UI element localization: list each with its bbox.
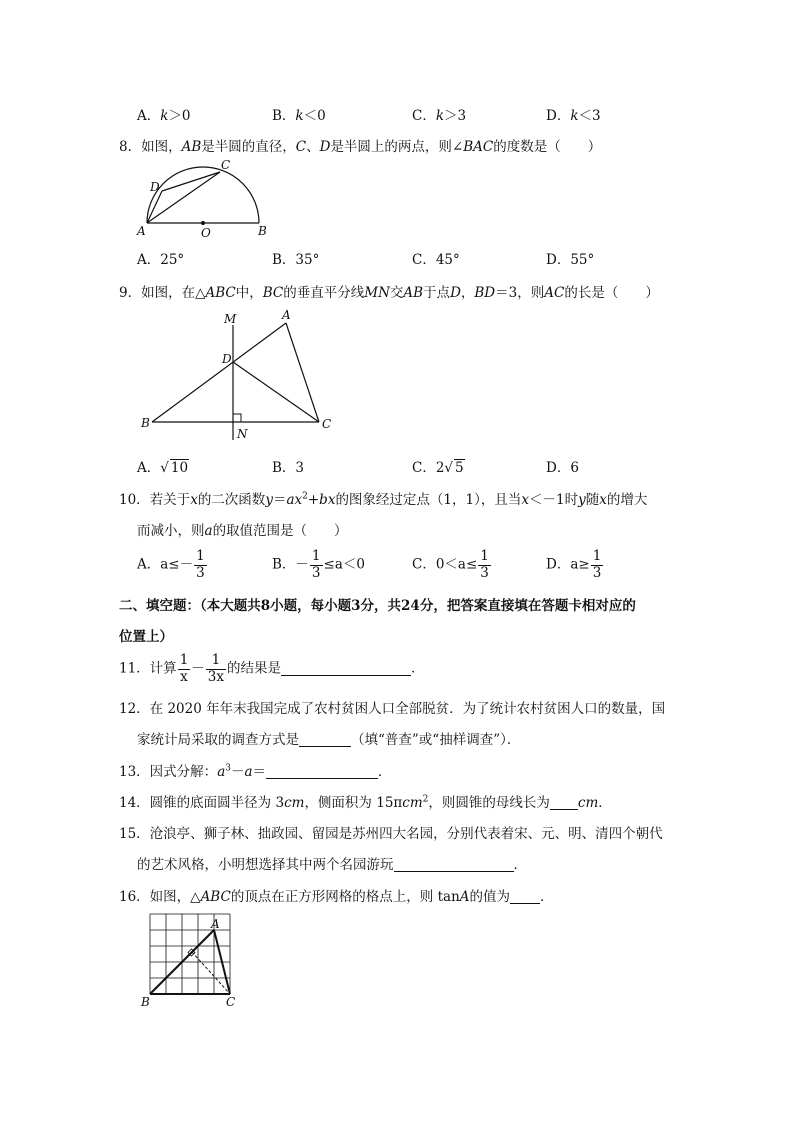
q9-label-c: C xyxy=(322,417,332,431)
q9-triangle-figure xyxy=(136,303,336,443)
q14-answer-blank[interactable] xyxy=(550,795,578,810)
q10-option-a: A．a≤－ $\frac{1}{3}$ xyxy=(137,548,205,581)
q9-label-d: D xyxy=(222,352,232,366)
q9-label-m: M xyxy=(224,312,237,326)
q15-stem-line1: 15．沧浪亭、狮子林、拙政园、留园是苏州四大名园，分别代表着宋、元、明、清四个朝代 xyxy=(119,826,663,842)
q16-grid-figure xyxy=(138,908,248,1010)
q11-answer-blank[interactable] xyxy=(281,661,411,676)
q8-semicircle-figure xyxy=(132,155,272,241)
q13-answer-blank[interactable] xyxy=(266,764,378,779)
q10-stem-line2: 而减小，则a的取值范围是（ ） xyxy=(137,523,348,539)
q9-label-a: A xyxy=(282,308,291,322)
q8-label-o: O xyxy=(201,226,211,240)
q8-label-a: A xyxy=(137,224,146,238)
q8-option-b: B．35° xyxy=(272,252,320,268)
q10-stem-line1: 10．若关于x的二次函数$y=ax^2+bx$的图象经过定点（1，1），且当x＜－1时y随x的增大 xyxy=(119,491,648,508)
q9-option-b: B．3 xyxy=(272,460,305,476)
section2-heading-line1: 二、填空题：（本大题共8小题，每小题3分，共24分，把答案直接填在答题卡相对应的 xyxy=(119,598,636,614)
q15-stem-line2: 的艺术风格，小明想选择其中两个名园游玩 ． xyxy=(137,857,527,873)
q9-option-c: C．2√ 5 xyxy=(412,460,464,476)
q8-label-c: C xyxy=(221,158,231,172)
q9-label-b: B xyxy=(141,416,150,430)
q12-answer-blank[interactable] xyxy=(299,732,351,747)
q16-stem: 16．如图，△ABC的顶点在正方形网格的格点上，则 tanA的值为 ． xyxy=(119,889,554,905)
q10-option-b: B．－ $\frac{1}{3}$ ≤a＜0 xyxy=(272,548,365,581)
q9-stem: 9．如图，在△ABC中，BC的垂直平分线MN交AB于点D，BD＝3，则AC的长是（ ） xyxy=(119,285,659,301)
q7-option-b: B．k＜0 xyxy=(272,108,326,124)
q10-option-d: D．a≥ $\frac{1}{3}$ xyxy=(546,548,602,581)
section2-heading-line2: 位置上） xyxy=(119,629,173,645)
q7-option-d: D．k＜3 xyxy=(546,108,601,124)
q9-label-n: N xyxy=(237,427,248,441)
q7-option-a: A．k＞0 xyxy=(137,108,191,124)
q12-stem-line2: 家统计局采取的调查方式是 （填“普查”或“抽样调查”）． xyxy=(137,732,521,748)
q8-option-d: D．55° xyxy=(546,252,595,268)
q16-answer-blank[interactable] xyxy=(510,889,540,904)
q8-label-d: D xyxy=(150,180,160,194)
q10-option-c: C．0＜a≤ $\frac{1}{3}$ xyxy=(412,548,489,581)
q9-option-d: D．6 xyxy=(546,460,579,476)
q16-label-a: A xyxy=(211,917,220,931)
q8-label-b: B xyxy=(258,224,267,238)
q9-option-a: A．√ 10 xyxy=(137,460,189,476)
q16-label-c: C xyxy=(226,995,236,1009)
q8-option-c: C．45° xyxy=(412,252,460,268)
q12-stem-line1: 12．在 2020 年年末我国完成了农村贫困人口全部脱贫．为了统计农村贫困人口的数量，国 xyxy=(119,701,666,717)
q8-option-a: A．25° xyxy=(137,252,185,268)
q8-stem: 8．如图，AB是半圆的直径，C、D是半圆上的两点，则∠BAC的度数是（ ） xyxy=(119,139,602,155)
q15-answer-blank[interactable] xyxy=(394,857,514,872)
q16-label-b: B xyxy=(141,995,150,1009)
q14-stem: 14．圆锥的底面圆半径为 3cm，侧面积为 15πcm$^2$，则圆锥的母线长为 cm． xyxy=(119,794,612,811)
q11-stem: 11．计算 $\frac{1}{x}$ － $\frac{1}{3x}$ 的结果是 ． xyxy=(119,652,425,685)
q7-option-c: C．k＞3 xyxy=(412,108,467,124)
q13-stem: 13．因式分解：$a^3-a=$ ． xyxy=(119,763,392,780)
